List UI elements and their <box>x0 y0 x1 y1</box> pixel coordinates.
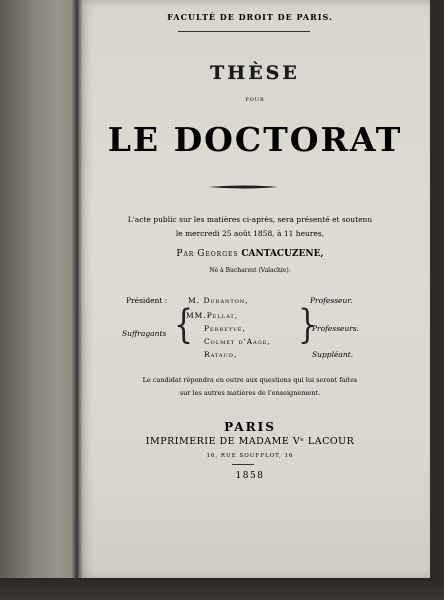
header-rule <box>178 31 310 32</box>
ornament-rule-icon <box>208 184 278 190</box>
jury-member: Perreyve, <box>204 324 246 333</box>
title-page <box>78 0 430 580</box>
note-line-1: Le candidat répondra en outre aux questions qui lui seront faites <box>142 376 358 384</box>
faculty-heading: FACULTÉ DE DROIT DE PARIS. <box>167 12 333 22</box>
suppleant-role: Suppléant. <box>312 350 354 359</box>
imprint-rule <box>232 464 254 465</box>
president-name: M. Duranton, <box>188 296 249 305</box>
president-role: Professeur. <box>310 296 353 305</box>
par-label: Par <box>176 249 195 259</box>
president-label: Président : <box>126 296 168 305</box>
these-title: THÈSE <box>210 62 300 84</box>
imprint-address: 16, RUE SOUFFLOT, 16 <box>206 453 294 459</box>
table-surface <box>0 578 444 600</box>
author-line <box>100 249 400 259</box>
suffragants-label: Suffragants <box>122 329 167 338</box>
imprint-printer: IMPRIMERIE DE MADAME Vᵉ LACOUR <box>145 436 355 447</box>
professeurs-role: Professeurs. <box>312 324 360 333</box>
left-brace-icon: { <box>174 302 194 349</box>
author-birth: Né à Bucharest (Valachie). <box>209 267 291 274</box>
imprint-year: 1858 <box>235 471 265 481</box>
right-brace-icon: } <box>298 302 318 349</box>
pour-label: POUR <box>245 97 265 103</box>
book-gutter <box>72 0 82 600</box>
note-line-2: sur les autres matières de l'enseignement. <box>179 389 321 397</box>
author-surname: CANTACUZENE, <box>241 249 324 259</box>
previous-page <box>0 0 78 600</box>
author-firstname: Georges <box>197 249 239 259</box>
jury-member: MM.Pellat, <box>186 311 239 320</box>
doctorat-title: LE DOCTORAT <box>107 120 403 159</box>
imprint-city: PARIS <box>224 420 276 434</box>
intro-line-1: L'acte public sur les matières ci-après, sera présenté et soutenu <box>127 215 373 224</box>
intro-line-2: le mercredi 25 août 1858, à 11 heures, <box>175 229 325 238</box>
page-edge-shadow <box>430 0 444 600</box>
jury-member: Colmet d'Aage, <box>204 337 271 346</box>
jury-member: Rataud, <box>204 350 238 359</box>
